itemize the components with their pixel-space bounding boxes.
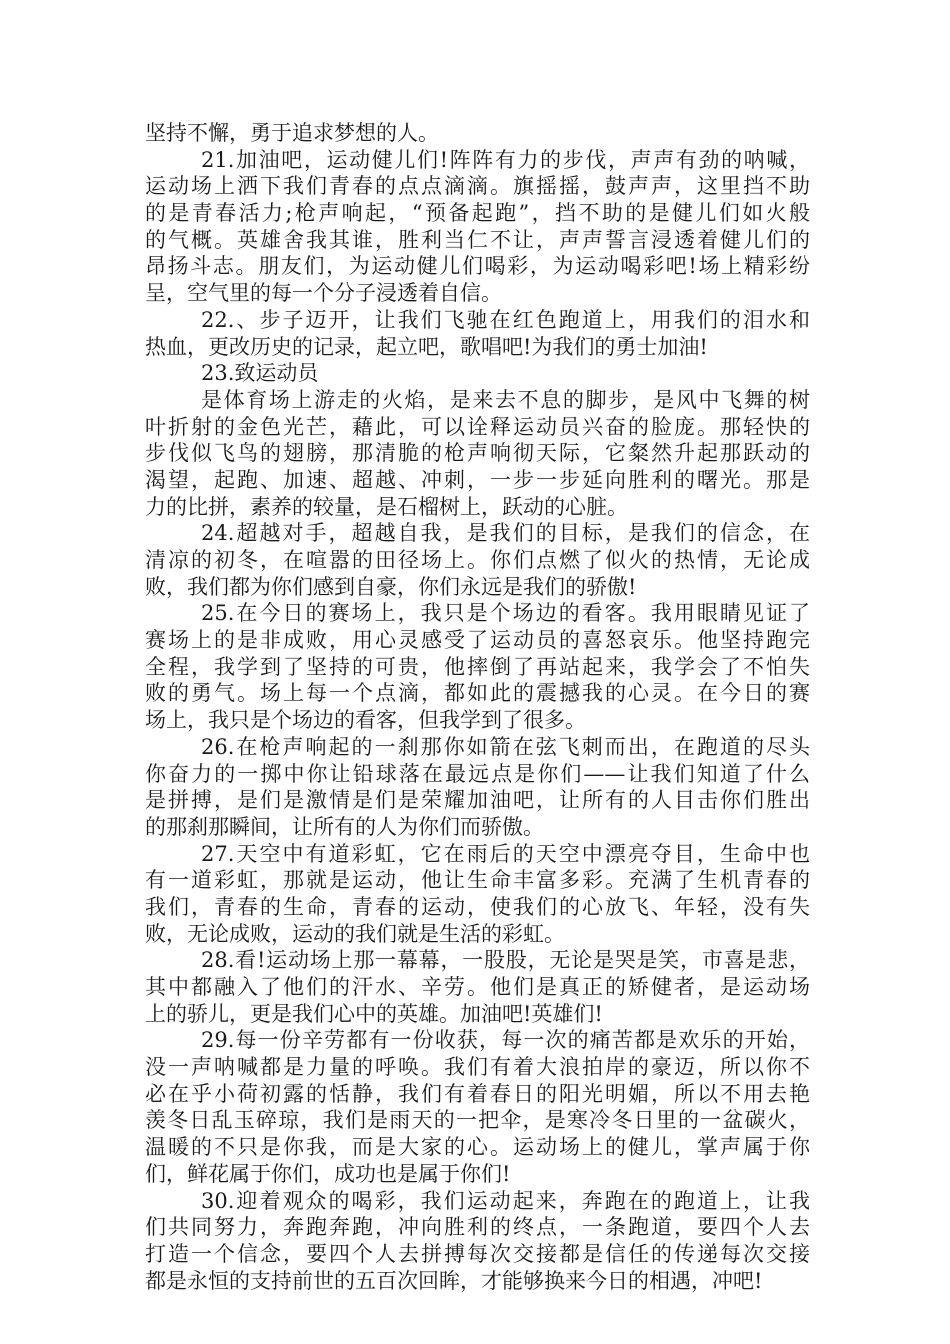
text-line: 28.看!运动场上那一幕幕，一股股，无论是哭是笑，市喜是悲， — [201, 948, 810, 973]
text-line: 昂扬斗志。朋友们，为运动健儿们喝彩，为运动喝彩吧!场上精彩纷 — [145, 254, 810, 279]
text-line: 27.天空中有道彩虹，它在雨后的天空中漂亮夺目，生命中也 — [201, 841, 810, 866]
text-line: 场上，我只是个场边的看客，但我学到了很多。 — [145, 708, 586, 733]
text-line: 30.迎着观众的喝彩，我们运动起来，奔跑在的跑道上，让我 — [201, 1188, 810, 1213]
text-line: 29.每一份辛劳都有一份收获，每一次的痛苦都是欢乐的开始， — [201, 1028, 810, 1053]
text-line: 呈，空气里的每一个分子浸透着自信。 — [145, 281, 502, 306]
text-line: 上的骄儿，更是我们心中的英雄。加油吧!英雄们! — [145, 1001, 603, 1026]
text-line: 其中都融入了他们的汗水、辛劳。他们是真正的矫健者，是运动场 — [145, 975, 810, 999]
text-line: 们，鲜花属于你们，成功也是属于你们! — [145, 1161, 511, 1186]
text-line: 全程，我学到了坚持的可贵，他摔倒了再站起来，我学会了不怕失 — [145, 654, 810, 679]
text-line: 都是永恒的支持前世的五百次回眸，才能够换来今日的相遇，冲吧! — [145, 1268, 763, 1293]
text-line: 我们，青春的生命，青春的运动，使我们的心放飞、年轻，没有失 — [145, 894, 810, 919]
text-line: 必在乎小荷初露的恬静，我们有着春日的阳光明媚，所以不用去艳 — [145, 1081, 810, 1106]
text-line: 打造一个信念，要四个人去拼搏每次交接都是信任的传递每次交接 — [145, 1241, 810, 1266]
text-line: 25.在今日的赛场上，我只是个场边的看客。我用眼睛见证了 — [201, 601, 810, 626]
text-line: 有一道彩虹，那就是运动，他让生命丰富多彩。充满了生机青春的 — [145, 868, 810, 893]
text-line: 败，无论成败，运动的我们就是生活的彩虹。 — [145, 921, 565, 946]
text-line: 没一声呐喊都是力量的呼唤。我们有着大浪拍岸的豪迈，所以你不 — [145, 1055, 810, 1080]
text-line: 羡冬日乱玉碎琼，我们是雨天的一把伞，是寒冷冬日里的一盆碳火， — [145, 1108, 810, 1133]
text-line: 是拼搏，是们是激情是们是荣耀加油吧，让所有的人目击你们胜出 — [145, 788, 810, 813]
text-line: 力的比拼，素养的较量，是石榴树上，跃动的心脏。 — [145, 494, 628, 519]
text-line: 温暖的不只是你我，而是大家的心。运动场上的健儿，掌声属于你 — [145, 1135, 810, 1160]
text-line: 们共同努力，奔跑奔跑，冲向胜利的终点，一条跑道，要四个人去 — [145, 1215, 810, 1240]
text-line: 24.超越对手，超越自我，是我们的目标，是我们的信念，在 — [201, 521, 810, 546]
text-line: 的气概。英雄舍我其谁，胜利当仁不让，声声誓言浸透着健儿们的 — [145, 227, 810, 252]
text-line: 渴望，起跑、加速、超越、冲刺，一步一步延向胜利的曙光。那是 — [145, 467, 810, 492]
text-line: 叶折射的金色光芒，藉此，可以诠释运动员兴奋的脸庞。那轻快的 — [145, 414, 810, 439]
document-body — [145, 120, 810, 1294]
text-line: 热血，更改历史的记录，起立吧，歌唱吧!为我们的勇士加油! — [145, 334, 708, 359]
text-line: 是体育场上游走的火焰，是来去不息的脚步，是风中飞舞的树 — [201, 387, 810, 412]
text-line: 你奋力的一掷中你让铅球落在最远点是你们——让我们知道了什么 — [145, 761, 810, 786]
text-line: 败的勇气。场上每一个点滴，都如此的震撼我的心灵。在今日的赛 — [145, 681, 810, 706]
text-line: 坚持不懈，勇于追求梦想的人。 — [145, 121, 439, 145]
text-line: 败，我们都为你们感到自豪，你们永远是我们的骄傲! — [145, 574, 637, 599]
text-line: 22.、步子迈开，让我们飞驰在红色跑道上，用我们的泪水和 — [201, 307, 810, 332]
text-line: 步伐似飞鸟的翅膀，那清脆的枪声响彻天际，它粲然升起那跃动的 — [145, 441, 810, 466]
text-line: 21.加油吧，运动健儿们!阵阵有力的步伐，声声有劲的呐喊， — [201, 147, 810, 172]
text-line: 清凉的初冬，在喧嚣的田径场上。你们点燃了似火的热情，无论成 — [145, 548, 810, 572]
text-line: 23.致运动员 — [201, 361, 319, 386]
text-line: 的是青春活力;枪声响起，“预备起跑”，挡不助的是健儿们如火般 — [145, 201, 810, 226]
text-line: 的那刹那瞬间，让所有的人为你们而骄傲。 — [145, 814, 544, 839]
text-line: 26.在枪声响起的一刹那你如箭在弦飞刺而出，在跑道的尽头 — [201, 734, 810, 759]
text-line: 赛场上的是非成败，用心灵感受了运动员的喜怒哀乐。他坚持跑完 — [145, 628, 810, 653]
text-line: 运动场上洒下我们青春的点点滴滴。旗摇摇，鼓声声，这里挡不助 — [145, 174, 810, 199]
